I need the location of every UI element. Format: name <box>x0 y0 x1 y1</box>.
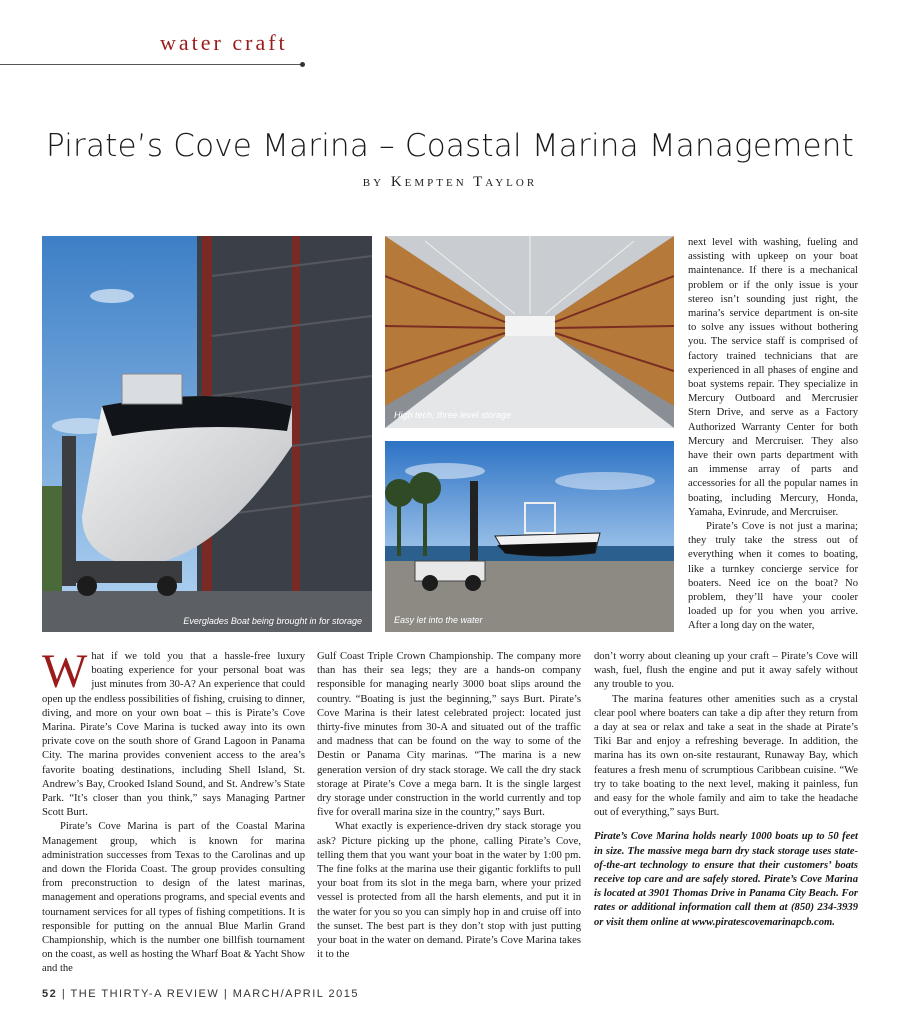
main-photo-caption: Everglades Boat being brought in for storage <box>183 616 362 626</box>
paragraph: What if we told you that a hassle-free luxury boating experience for your personal boat was just minutes from 30-A? An experience that could open up the endless possibilities of fishing, cruising to dinner, diving, and more on your own boat – this is Pirate’s Cove Marina. Pirate’s Cove Marina is tucked away into its own private cove on the south shore of Grand Lagoon in Panama City. The marina provides convenient access to the area’s favorite boating destinations, including Shell Island, St. Andrew’s Bay, Crooked Island Sound, and St. Andrew’s State Park. “It’s closer than you think,” says Managing Partner Scott Burt. <box>42 645 305 819</box>
column-three-bottom <box>594 650 858 930</box>
article-headline: Pirate’s Cove Marina – Coastal Marina Management <box>45 128 854 164</box>
footer-separator: | <box>223 988 233 1000</box>
issue-date: MARCH/APRIL 2015 <box>232 988 360 1000</box>
drop-cap: W <box>42 645 88 698</box>
article-byline: by Kempten Taylor <box>362 174 538 190</box>
photo-boat-storage-entry <box>42 236 372 632</box>
section-divider <box>0 64 302 65</box>
column-one <box>42 645 305 977</box>
forklift-photo-caption: Easy let into the water <box>394 615 483 625</box>
column-two <box>317 650 581 962</box>
paragraph: What exactly is experience-driven dry stack storage you ask? Picture picking up the phone, calling Pirate’s Cove, telling them that you want your boat in the water by 1:00 pm. The fine folks at the marina use their gigantic forklifts to pull your boat from its slot in the mega barn, where your prized vessel is protected from all the harsh elements, and put it in the water for you so you can simply hop in and cruise off into the sunset. The best part is they don’t stop with just putting your boat in the water on demand. Pirate’s Cove Marina takes it to the <box>317 821 581 961</box>
page-footer <box>42 988 359 1000</box>
paragraph: Pirate’s Cove is not just a marina; they truly take the stress out of everything when it comes to boating, like a turnkey concierge service for boaters. Need ice on the boat? No problem, they’ll have your cooler loaded up for you when you arrive. After a long day on the water, <box>688 521 858 632</box>
page-number: 52 <box>42 988 58 1000</box>
photo-storage-interior <box>385 236 674 428</box>
paragraph: The marina features other amenities such as a crystal clear pool where boaters can take a dip after they return from a day at sea or relax and take a seat in the shade at Pirate’s Tiki Bar and enjoy a refreshing beverage. In addition, the marina has its own on-site restaurant, Runaway Bay, which features a fresh menu of scrumptious Caribbean cuisine. “We try to take boating to the next level, making it painless, fun and easy for the whole family and aim to take the headache out of everything,” says Burt. <box>594 693 858 819</box>
storage-photo-caption: High tech, three level storage <box>394 410 512 420</box>
divider-dot <box>300 62 305 67</box>
section-label: water craft <box>160 30 288 55</box>
publication-name: THE THIRTY-A REVIEW <box>70 988 220 1000</box>
paragraph: next level with washing, fueling and assisting with upkeep on your boat maintenance. If there is a mechanical problem or if the only issue is your stereo isn’t sounding just right, the marina’s service department is on-site to solve any issues without bothering you. The service staff is comprised of factory trained technicians that are experienced in all phases of engine and boat systems repair. They specialize in Mercury Outboard and Mercrusier Stern Drive, and serve as a Factory Authorized Warranty Center for both Mercury and Mercruiser. They also have their own parts department with an immense array of parts and accessories for all the popular names in boating, including Mercury, Honda, Yamaha, Evinrude, and Mercruiser. <box>688 237 858 518</box>
paragraph: don’t worry about cleaning up your craft – Pirate’s Cove will wash, fuel, flush the engine and put it away safely without any trouble to you. <box>594 651 858 691</box>
paragraph: Gulf Coast Triple Crown Championship. The company more than has their sea legs; they are a hands-on company responsible for managing nearly 3000 boat slips around the country. “Boating is just the beginning,” says Burt. Pirate’s Cove Marina is their latest celebrated project: located just thirty-five minutes from 30-A and situated out of the traffic and madness that can be found on the way to some of the Destin or Panama City marinas. “The marina is a new generation version of dry stack storage. We call the dry stack storage at Pirate’s Cove a mega barn. It is the single largest dry storage under construction in the world currently and top five for overall marina size in the country,” says Burt. <box>317 651 581 819</box>
paragraph: Pirate’s Cove Marina is part of the Coastal Marina Management group, which is known for marina administration successes from Texas to the Carolinas and up and down the Florida Coast. The group provides consulting from preconstruction to design of the latest marinas, management and operations programs, and special events and tournament services for all types of fishing competitions. It is responsible for putting on the annual Blue Marlin Grand Championship, which is the number one billfish tournament on the coast, as well as hosting the Wharf Boat & Yacht Show and the <box>42 821 305 975</box>
column-three-top <box>688 236 858 646</box>
promo-paragraph: Pirate’s Cove Marina holds nearly 1000 boats up to 50 feet in size. The massive mega barn dry stack storage uses state-of-the-art technology to ensure that their customers’ boats receive top care and are safely stored. Pirate’s Cove Marina is located at 3901 Thomas Drive in Panama City Beach. For rates or additional information call them at (850) 234-3939 or visit them online at www.piratescovemarinapcb.com. <box>594 831 858 928</box>
photo-forklift-launch <box>385 441 674 632</box>
footer-separator: | <box>61 988 71 1000</box>
